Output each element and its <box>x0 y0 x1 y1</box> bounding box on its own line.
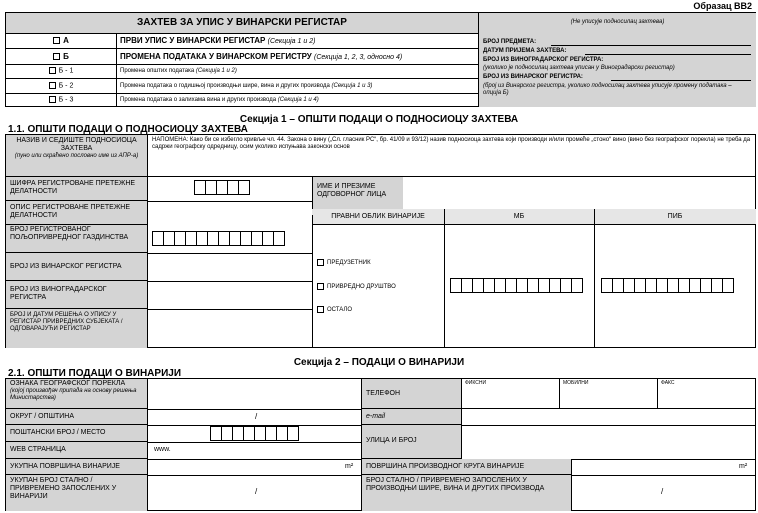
geo-origin-note: (којој произвођач припада на основу решења Министарства) <box>10 388 137 401</box>
option-label: ПРИВРЕДНО ДРУШТВО <box>327 284 396 291</box>
phone-fields[interactable] <box>462 379 756 409</box>
fixed-label: ФИКСНИ <box>465 380 487 386</box>
header-title: ЗАХТЕВ ЗА УПИС У ВИНАРСКИ РЕГИСТАР <box>6 13 478 34</box>
postal-cell <box>6 425 148 442</box>
web-prefix: www. <box>154 446 171 453</box>
district-slash: / <box>255 412 258 421</box>
case-number-label: БРОЈ ПРЕДМЕТА: <box>483 39 537 45</box>
section2-subtitle: 2.1. ОПШТИ ПОДАЦИ О ВИНАРИЈИ <box>8 368 182 379</box>
checkbox[interactable] <box>49 67 56 74</box>
postal-label: ПОШТАНСКИ БРОЈ / МЕСТО <box>10 429 106 436</box>
request-key: Б <box>63 52 69 61</box>
request-text: ПРОМЕНА ПОДАТАКА У ВИНАРСКОМ РЕГИСТРУ <box>120 52 312 61</box>
legal-form-header <box>312 209 756 225</box>
vineyard-register-note: (уколико је подносилац захтева уписан у Виноградарски регистар) <box>483 65 675 71</box>
request-key: Б - 1 <box>58 67 74 75</box>
email-label: e-mail <box>366 413 386 420</box>
applicant-name-label: НАЗИВ И СЕДИШТЕ ПОДНОСИОЦА ЗАХТЕВА <box>16 137 137 152</box>
pib-label: ПИБ <box>667 213 683 220</box>
employees-slash: / <box>255 487 258 496</box>
checkbox[interactable] <box>317 283 324 290</box>
section1-table <box>5 134 756 348</box>
prod-employees-slash: / <box>661 487 664 496</box>
request-type-list <box>6 33 479 107</box>
request-note: (Секција 1 и 2) <box>267 38 316 45</box>
office-note: (Не уписује подносилац захтева) <box>570 19 665 25</box>
section2-table <box>5 378 756 511</box>
request-key: Б - 3 <box>58 96 74 104</box>
geo-origin-cell <box>6 379 148 409</box>
checkbox[interactable] <box>49 82 56 89</box>
checkbox[interactable] <box>317 259 324 266</box>
winery-reg-label: БРОЈ ИЗ ВИНАРСКОГ РЕГИСТРА <box>10 263 122 270</box>
legal-form-label: ПРАВНИ ОБЛИК ВИНАРИЈЕ <box>331 213 425 220</box>
section1-title: Секција 1 – ОПШТИ ПОДАЦИ О ПОДНОСИОЦУ ЗАХТЕВА <box>239 114 519 125</box>
option-entrepreneur[interactable] <box>317 259 371 267</box>
digit-box[interactable] <box>238 180 250 195</box>
applicant-name-note: (пуно или скраћено пословно име из АПР-а) <box>14 153 139 159</box>
request-row-b3[interactable] <box>6 93 479 107</box>
prod-area-label: ПОВРШИНА ПРОИЗВОДНОГ КРУГА ВИНАРИЈЕ <box>366 463 525 470</box>
winery-register-label: БРОЈ ИЗ ВИНАРСКОГ РЕГИСТРА: <box>483 74 583 80</box>
request-row-b2[interactable] <box>6 78 479 94</box>
activity-desc-cell <box>6 201 148 225</box>
prod-area-cell <box>362 459 572 475</box>
total-area-unit: m² <box>345 463 354 470</box>
request-text: Промена општих података <box>120 68 195 74</box>
activity-desc-label: ОПИС РЕГИСТРОВАНЕ ПРЕТЕЖНЕ ДЕЛАТНОСТИ <box>10 204 131 219</box>
farm-number-cell <box>6 225 148 253</box>
district-cell <box>6 409 148 425</box>
digit-box[interactable] <box>273 231 285 246</box>
request-text: Промена података о залихама вина и других производа <box>120 97 277 103</box>
request-note: (Секција 1, 2, 3, односно 4) <box>314 54 403 61</box>
mb-label: МБ <box>513 213 525 220</box>
activity-code-label: ШИФРА РЕГИСТРОВАНЕ ПРЕТЕЖНЕ ДЕЛАТНОСТИ <box>10 180 136 195</box>
request-row-b[interactable] <box>6 48 479 65</box>
checkbox[interactable] <box>49 96 56 103</box>
street-cell <box>362 425 462 459</box>
request-note: (Секција 1 и 4) <box>277 97 319 103</box>
pib-boxes[interactable] <box>602 278 734 293</box>
vineyard-reg-label: БРОЈ ИЗ ВИНОГРАДАРСКОГ РЕГИСТРА <box>10 286 107 301</box>
geo-origin-label: ОЗНАКА ГЕОГРАФСКОГ ПОРЕКЛА <box>10 380 126 387</box>
section1-subtitle: 1.1. ОПШТИ ПОДАЦИ О ПОДНОСИОЦУ ЗАХТЕВА <box>8 124 248 135</box>
checkbox[interactable] <box>53 53 60 60</box>
case-number-field[interactable] <box>551 45 751 46</box>
prod-employees-cell <box>362 475 572 511</box>
header-block <box>5 12 756 107</box>
web-label: WEB СТРАНИЦА <box>10 446 66 453</box>
mb-boxes[interactable] <box>451 278 583 293</box>
form-code: Образац ВВ2 <box>693 1 752 11</box>
request-note: (Секција 1 и 2) <box>195 68 237 74</box>
street-label: УЛИЦА И БРОЈ <box>366 437 417 444</box>
fax-label: ФАКС <box>661 380 675 386</box>
digit-box[interactable] <box>287 426 299 441</box>
employees-cell <box>6 475 148 511</box>
email-cell <box>362 409 462 425</box>
employees-label: УКУПАН БРОЈ СТАЛНО / ПРИВРЕМЕНО ЗАПОСЛЕНИХ У ВИНАРИЈИ <box>10 477 117 500</box>
responsible-label: ИМЕ И ПРЕЗИМЕ ОДГОВОРНОГ ЛИЦА <box>317 183 387 198</box>
prod-area-unit: m² <box>739 463 748 470</box>
phone-cell <box>362 379 462 409</box>
option-other[interactable] <box>317 306 352 314</box>
option-label: ПРЕДУЗЕТНИК <box>327 260 371 267</box>
date-received-label: ДАТУМ ПРИЈЕМА ЗАХТЕВА: <box>483 48 567 54</box>
total-area-label: УКУПНА ПОВРШИНА ВИНАРИЈЕ <box>10 463 120 470</box>
request-row-b1[interactable] <box>6 64 479 79</box>
vineyard-register-label: БРОЈ ИЗ ВИНОГРАДАРСКОГ РЕГИСТРА: <box>483 57 604 63</box>
option-label: ОСТАЛО <box>327 307 353 314</box>
request-key: Б - 2 <box>58 82 74 90</box>
office-panel <box>479 13 756 107</box>
request-text: ПРВИ УПИС У ВИНАРСКИ РЕГИСТАР <box>120 36 266 45</box>
postal-boxes[interactable] <box>211 426 299 441</box>
decision-label: БРОЈ И ДАТУМ РЕШЕЊА О УПИСУ У РЕГИСТАР ПРИВРЕДНИХ СУБЈЕКАТА / ОДГОВАРАЈУЋИ РЕГИСТАР <box>10 312 123 332</box>
web-cell <box>6 442 148 459</box>
digit-box[interactable] <box>571 278 583 293</box>
applicant-name-cell <box>6 135 148 177</box>
winery-reg-cell <box>6 253 148 281</box>
request-note: (Секција 1 и 3) <box>331 83 373 89</box>
checkbox[interactable] <box>53 37 60 44</box>
farm-number-label: БРОЈ РЕГИСТРОВАНОГ ПОЉОПРИВРЕДНОГ ГАЗДИНСТВА <box>10 226 129 241</box>
date-received-field[interactable] <box>585 54 751 55</box>
digit-box[interactable] <box>722 278 734 293</box>
applicant-name-field[interactable] <box>148 135 756 177</box>
request-row-a[interactable] <box>6 33 479 49</box>
section2-title: Секција 2 – ПОДАЦИ О ВИНАРИЈИ <box>293 357 465 368</box>
activity-code-boxes[interactable] <box>195 180 250 195</box>
district-label: ОКРУГ / ОПШТИНА <box>10 413 75 420</box>
total-area-cell <box>6 459 148 475</box>
winery-register-note: (број из Винарског регистра, уколико подносилац захтева уписује промену података – опција Б) <box>483 83 732 96</box>
request-key: А <box>63 36 69 45</box>
activity-code-cell <box>6 177 148 201</box>
winery-register-field[interactable] <box>611 80 751 81</box>
vineyard-reg-cell <box>6 281 148 309</box>
prod-employees-label: БРОЈ СТАЛНО / ПРИВРЕМЕНО ЗАПОСЛЕНИХ У ПРОИЗВОДЊИ ШИРЕ, ВИНА И ДРУГИХ ПРОИЗВОДА <box>366 477 545 492</box>
farm-number-boxes[interactable] <box>153 231 285 246</box>
decision-cell <box>6 309 148 348</box>
request-text: Промена података о годишњој производњи шире, вина и других производа <box>120 83 330 89</box>
checkbox[interactable] <box>317 306 324 313</box>
mobile-label: МОБИЛНИ <box>563 380 589 386</box>
option-company[interactable] <box>317 283 396 291</box>
notice-text: НАПОМЕНА: Како би се избегло кривље чл. 44. Закона о вину („Сл. гласник РС“, бр. 41/09 и 93/12) назив подносиоца захтева који производи и/или промеће „стоно“ вино (вино без географског порекла) не треба да садржи географску одредницу, осим уколико испуњава законски основ <box>152 137 751 150</box>
phone-label: ТЕЛЕФОН <box>366 390 401 397</box>
